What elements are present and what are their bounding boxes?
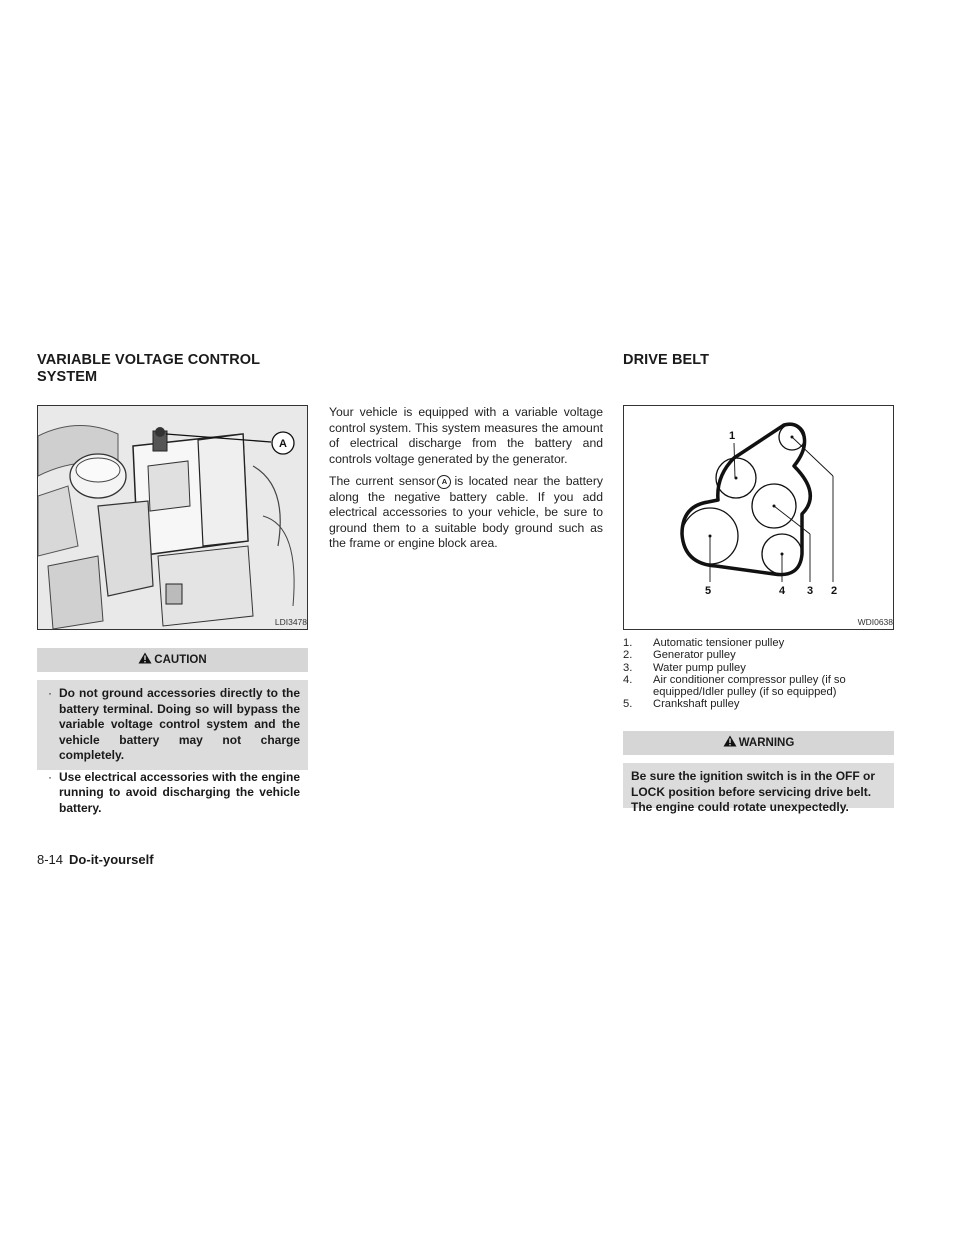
section-name: Do-it-yourself — [69, 852, 154, 867]
legend-num: 5. — [623, 698, 633, 711]
callout-a-badge: A — [437, 475, 451, 489]
legend-text: Crankshaft pulley — [653, 698, 740, 711]
legend-item — [623, 637, 895, 649]
caution-item-text: Use electrical accessories with the engine running to avoid discharging the vehicle battery. — [59, 769, 300, 815]
legend-item — [623, 674, 895, 686]
bullet: · — [48, 769, 52, 784]
warning-triangle-icon — [138, 652, 152, 664]
battery-engine-photo-icon — [38, 406, 307, 629]
caution-gap — [37, 672, 308, 680]
page-footer — [37, 852, 154, 867]
paragraph-2-start: The current sensor — [329, 474, 436, 488]
legend-item — [623, 662, 895, 674]
legend-num: 4. — [623, 673, 633, 686]
section-title-drive-belt: DRIVE BELT — [623, 352, 710, 368]
legend-item — [623, 698, 895, 710]
title-line-1: VARIABLE VOLTAGE CONTROL — [37, 352, 261, 368]
title-line-2: SYSTEM — [37, 369, 98, 385]
caution-box — [37, 648, 308, 815]
warning-box — [623, 731, 894, 814]
caution-heading-text: CAUTION — [154, 654, 207, 666]
legend-text: Water pump pulley — [653, 661, 746, 674]
paragraph-2-end: is located near the battery along the negative battery cable. If you add electrical accessories to your vehicle, be sure to ground them to a suitable body ground such as the frame or engine block area. — [329, 474, 603, 550]
warning-text: Be sure the ignition switch is in the OFF or LOCK position before servicing drive belt. The engine could rotate unexpectedly. — [631, 769, 876, 814]
warning-triangle-icon — [723, 735, 737, 747]
legend-num: 2. — [623, 649, 633, 662]
figure-code-left: LDI3478 — [274, 617, 307, 627]
legend-text: Generator pulley — [653, 649, 736, 662]
battery-figure — [37, 405, 308, 630]
drive-belt-figure — [623, 405, 894, 630]
middle-body — [329, 405, 603, 559]
warning-heading — [623, 731, 894, 755]
warning-heading-text: WARNING — [738, 737, 795, 749]
legend-num: 1. — [623, 637, 633, 649]
legend-item-continuation: equipped/Idler pulley (if so equipped) — [653, 686, 837, 699]
warning-gap — [623, 755, 894, 763]
caution-list — [45, 686, 300, 816]
label-4: 4 — [778, 585, 786, 597]
caution-heading — [37, 648, 308, 672]
label-5: 5 — [704, 585, 712, 597]
legend-item — [623, 649, 895, 661]
paragraph-2 — [329, 474, 603, 552]
section-title-variable-voltage — [37, 352, 307, 386]
label-3: 3 — [806, 585, 814, 597]
page-number: 8-14 — [37, 852, 64, 867]
drive-belt-diagram-icon — [624, 406, 893, 629]
figure-code-right: WDI0638 — [857, 617, 893, 627]
legend-text: Air conditioner compressor pulley (if so — [653, 673, 846, 686]
label-1: 1 — [728, 430, 736, 442]
callout-a-label: A — [279, 438, 287, 450]
legend-num: 3. — [623, 661, 633, 674]
caution-item — [45, 686, 300, 764]
pulley-legend — [623, 637, 895, 711]
label-2: 2 — [830, 585, 838, 597]
bullet: · — [48, 686, 52, 700]
paragraph-1: Your vehicle is equipped with a variable voltage control system. This system measures the amount of electrical discharge from the battery and controls voltage generated by the generator. — [329, 405, 603, 466]
legend-text: Automatic tensioner pulley — [653, 637, 785, 649]
caution-item — [45, 770, 300, 817]
caution-item-text: Do not ground accessories directly to the battery terminal. Doing so will bypass the variable voltage control system and the vehicle battery may not charge completely. — [59, 686, 300, 762]
